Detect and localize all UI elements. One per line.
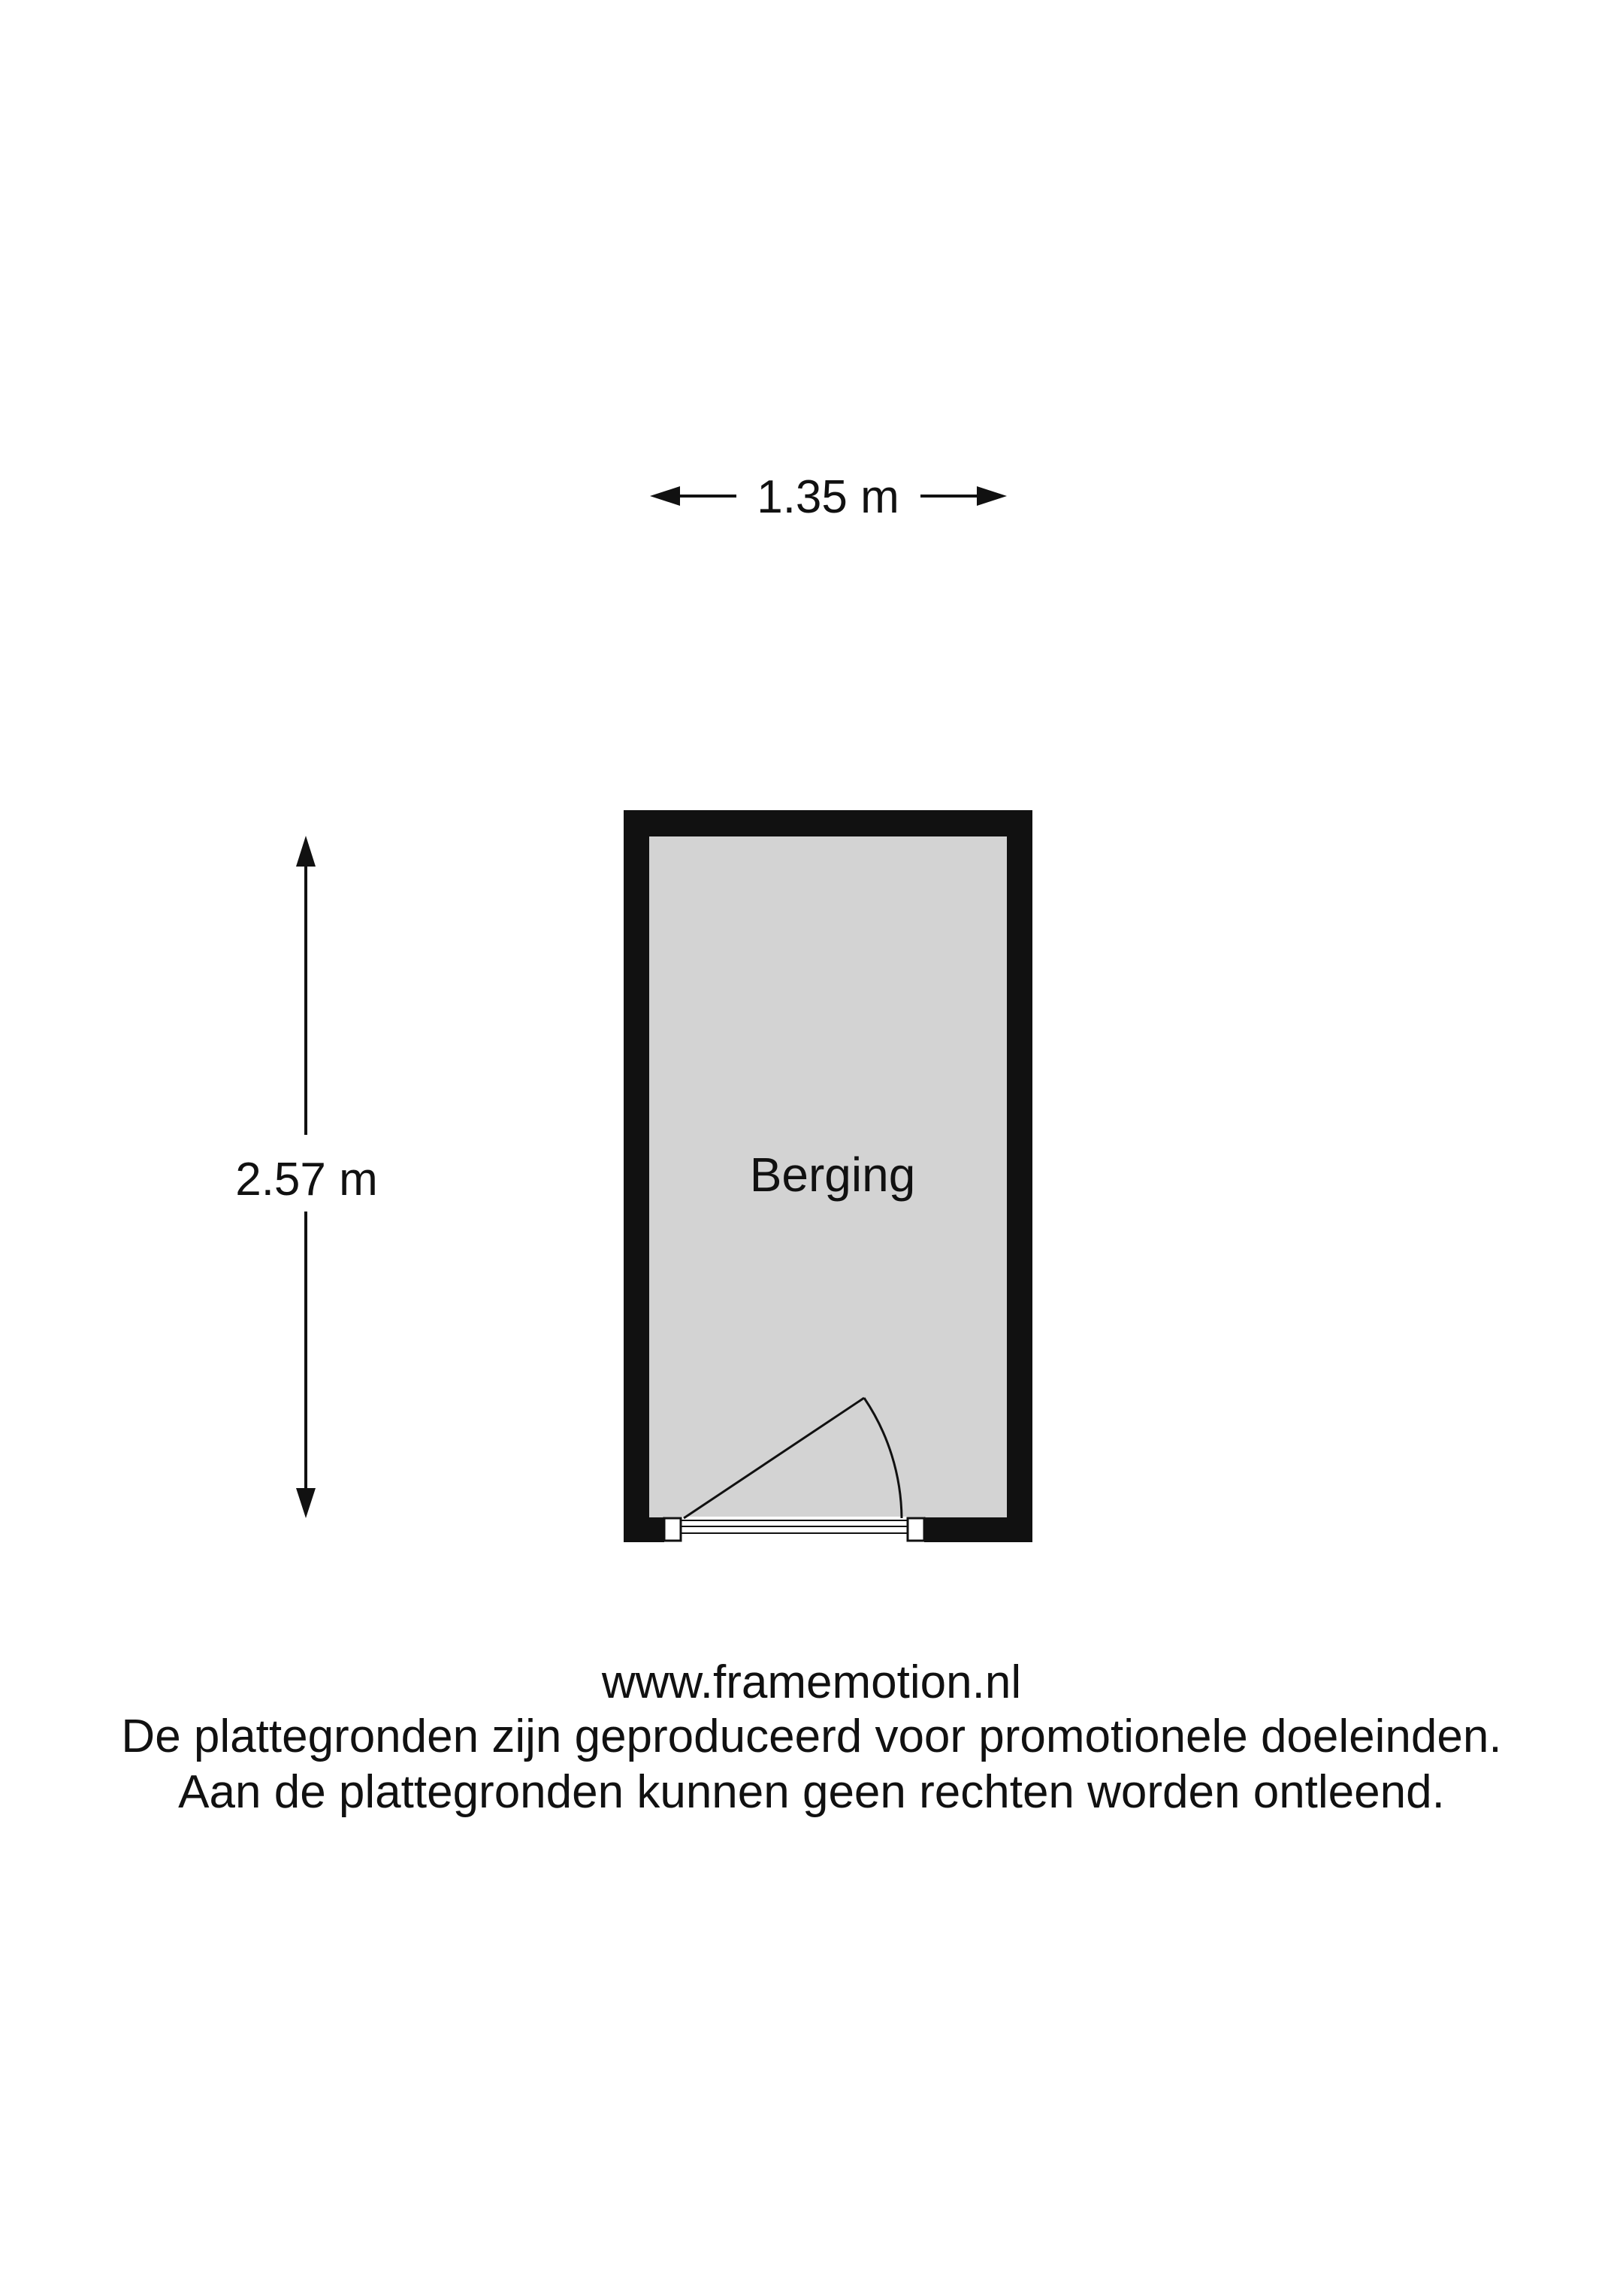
door-jamb-left: [664, 1518, 681, 1541]
height-dimension-label: 2.57 m: [235, 1154, 378, 1205]
footer-disclaimer-line-2: Aan de plattegronden kunnen geen rechten worden ontleend.: [178, 1766, 1445, 1818]
width-dimension-label: 1.35 m: [757, 471, 899, 523]
door-jamb-right: [908, 1518, 924, 1541]
footer-url: www.framemotion.nl: [601, 1656, 1022, 1708]
width-arrow-right-icon: [977, 486, 1007, 506]
room-label: Berging: [749, 1148, 916, 1202]
width-dimension: [650, 471, 1007, 523]
footer-disclaimer-line-1: De plattegronden zijn geproduceerd voor promotionele doeleinden.: [121, 1711, 1502, 1762]
width-arrow-left-icon: [650, 486, 680, 506]
room-berging: [624, 810, 1032, 1544]
height-arrow-top-icon: [296, 836, 316, 867]
height-arrow-bottom-icon: [296, 1488, 316, 1518]
height-dimension: [235, 836, 378, 1518]
